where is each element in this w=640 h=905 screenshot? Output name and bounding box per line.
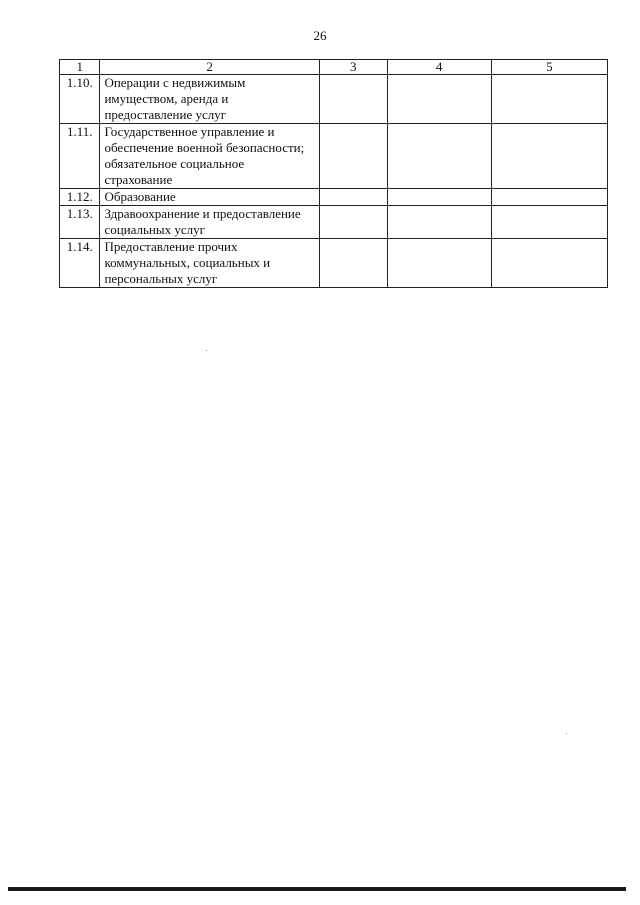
empty-cell	[491, 75, 607, 124]
table-header-row	[60, 60, 608, 75]
table-row	[60, 189, 608, 206]
empty-cell	[319, 189, 387, 206]
row-number: 1.11.	[60, 124, 100, 189]
empty-cell	[491, 124, 607, 189]
bottom-rule	[8, 887, 626, 891]
empty-cell	[491, 189, 607, 206]
empty-cell	[319, 124, 387, 189]
empty-cell	[387, 189, 491, 206]
row-number: 1.13.	[60, 206, 100, 239]
row-number: 1.10.	[60, 75, 100, 124]
row-number: 1.14.	[60, 239, 100, 288]
row-name: Операции с недвижимым имуществом, аренда и предоставление услуг	[100, 75, 319, 124]
header-cell-3: 3	[319, 60, 387, 75]
page-number: 26	[313, 28, 327, 43]
table-row	[60, 124, 608, 189]
empty-cell	[319, 206, 387, 239]
empty-cell	[387, 124, 491, 189]
header-cell-4: 4	[387, 60, 491, 75]
table-row	[60, 75, 608, 124]
header-cell-2: 2	[100, 60, 319, 75]
table-row	[60, 206, 608, 239]
row-name: Образование	[100, 189, 319, 206]
row-name: Здравоохранение и предоставление социальных услуг	[100, 206, 319, 239]
empty-cell	[387, 239, 491, 288]
empty-cell	[387, 75, 491, 124]
row-name: Предоставление прочих коммунальных, социальных и персональных услуг	[100, 239, 319, 288]
table-row	[60, 239, 608, 288]
header-cell-1: 1	[60, 60, 100, 75]
empty-cell	[319, 75, 387, 124]
data-table	[59, 59, 608, 288]
scan-speck	[566, 733, 567, 734]
row-name: Государственное управление и обеспечение военной безопасности; обязательное социальное страхование	[100, 124, 319, 189]
scan-speck	[206, 350, 207, 351]
empty-cell	[491, 206, 607, 239]
row-number: 1.12.	[60, 189, 100, 206]
empty-cell	[491, 239, 607, 288]
empty-cell	[387, 206, 491, 239]
header-cell-5: 5	[491, 60, 607, 75]
empty-cell	[319, 239, 387, 288]
